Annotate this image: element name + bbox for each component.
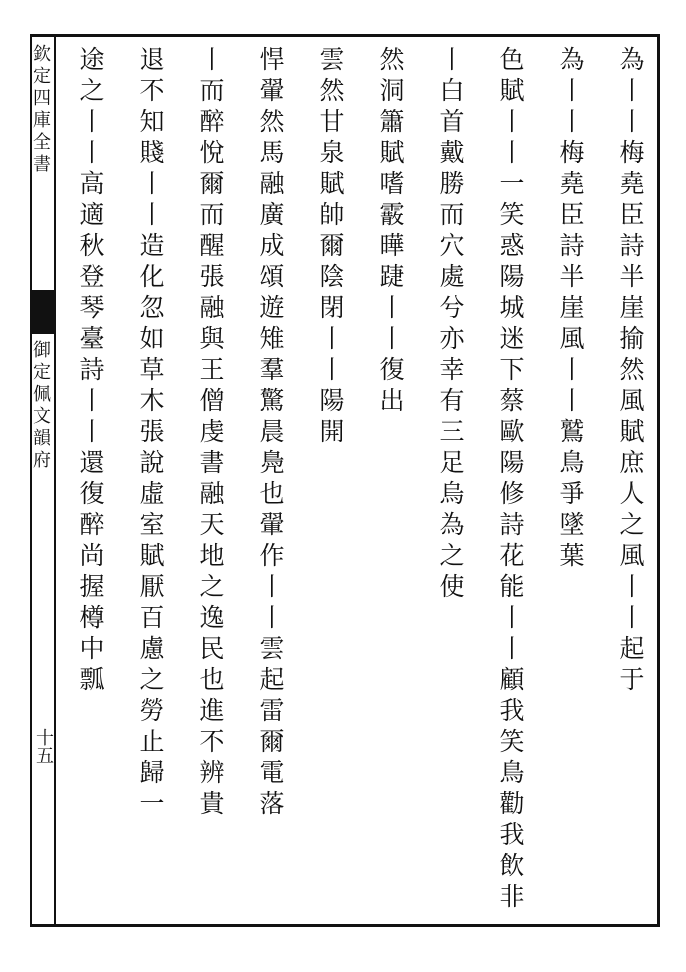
- text-char: 瓢: [79, 665, 105, 694]
- text-char: 驚: [259, 386, 285, 415]
- text-char: 融: [199, 479, 225, 508]
- frame-right-line: [657, 34, 660, 927]
- text-char: 高: [79, 169, 105, 198]
- text-char: 陽: [499, 448, 525, 477]
- text-char: 鳥: [499, 758, 525, 787]
- text-column: [552, 44, 592, 571]
- text-char: 然: [619, 355, 645, 384]
- text-char: 慮: [139, 634, 165, 663]
- text-char: 出: [379, 386, 405, 415]
- text-char: 貴: [199, 789, 225, 818]
- text-char: 鷲: [559, 417, 585, 446]
- text-char: 詩: [79, 355, 105, 384]
- text-char: 起: [619, 634, 645, 663]
- text-char: 丨: [199, 45, 225, 74]
- text-char: 室: [139, 510, 165, 539]
- text-char: 丨: [499, 138, 525, 167]
- fishtail-mark: [32, 290, 54, 334]
- margin-book-title: [30, 340, 54, 472]
- text-char: 臣: [619, 200, 645, 229]
- text-char: 進: [199, 696, 225, 725]
- text-char: 尚: [79, 541, 105, 570]
- text-char: 也: [259, 479, 285, 508]
- text-char: 如: [139, 324, 165, 353]
- text-char: 之: [139, 665, 165, 694]
- text-char: 民: [199, 634, 225, 663]
- text-char: 詩: [499, 510, 525, 539]
- text-char: 帥: [319, 200, 345, 229]
- page-number: 十五: [33, 728, 54, 764]
- text-char: 復: [79, 479, 105, 508]
- text-char: 造: [139, 231, 165, 260]
- text-char: 作: [259, 541, 285, 570]
- text-char: 一: [139, 789, 165, 818]
- text-char: 穴: [439, 231, 465, 260]
- text-char: 忽: [139, 293, 165, 322]
- text-char: 曄: [379, 231, 405, 260]
- text-char: 閉: [319, 293, 345, 322]
- text-char: 鳥: [559, 448, 585, 477]
- text-char: 退: [139, 45, 165, 74]
- text-char: 丨: [79, 386, 105, 415]
- margin-char: 府: [33, 450, 51, 471]
- text-char: 爾: [199, 169, 225, 198]
- text-char: 融: [199, 293, 225, 322]
- text-char: 復: [379, 355, 405, 384]
- text-char: 張: [199, 262, 225, 291]
- text-char: 丨: [499, 603, 525, 632]
- margin-char: 佩: [33, 384, 51, 405]
- text-char: 不: [199, 727, 225, 756]
- text-char: 知: [139, 107, 165, 136]
- text-char: 馬: [259, 138, 285, 167]
- text-char: 勝: [439, 169, 465, 198]
- text-char: 惑: [499, 231, 525, 260]
- text-char: 丨: [439, 45, 465, 74]
- text-char: 丨: [499, 107, 525, 136]
- text-column: [252, 44, 292, 819]
- text-char: 丨: [79, 138, 105, 167]
- text-column: [192, 44, 232, 819]
- text-char: 飲: [499, 851, 525, 880]
- text-char: 雲: [259, 634, 285, 663]
- text-char: 泉: [319, 138, 345, 167]
- text-char: 修: [499, 479, 525, 508]
- text-char: 勞: [139, 696, 165, 725]
- text-char: 三: [439, 417, 465, 446]
- text-char: 書: [199, 448, 225, 477]
- text-char: 賤: [139, 138, 165, 167]
- text-char: 與: [199, 324, 225, 353]
- text-char: 丨: [619, 107, 645, 136]
- text-char: 陽: [499, 262, 525, 291]
- text-char: 烏: [439, 479, 465, 508]
- text-char: 丨: [559, 386, 585, 415]
- text-char: 地: [199, 541, 225, 570]
- text-char: 適: [79, 200, 105, 229]
- text-char: 墜: [559, 510, 585, 539]
- text-char: 丨: [139, 200, 165, 229]
- text-char: 白: [439, 76, 465, 105]
- text-char: 為: [439, 510, 465, 539]
- text-column: [372, 44, 412, 416]
- text-char: 歸: [139, 758, 165, 787]
- text-column: [612, 44, 652, 695]
- text-char: 陽: [319, 386, 345, 415]
- margin-char: 四: [33, 88, 51, 109]
- frame-bottom-line: [30, 924, 660, 927]
- text-char: 臣: [559, 200, 585, 229]
- text-char: 處: [439, 262, 465, 291]
- text-char: 落: [259, 789, 285, 818]
- margin-top-label: [30, 44, 54, 176]
- text-char: 使: [439, 572, 465, 601]
- text-char: 于: [619, 665, 645, 694]
- text-char: 城: [499, 293, 525, 322]
- margin-char: 定: [33, 362, 51, 383]
- text-char: 亦: [439, 324, 465, 353]
- text-char: 我: [499, 820, 525, 849]
- text-char: 晨: [259, 417, 285, 446]
- text-char: 賦: [499, 76, 525, 105]
- margin-char: 欽: [33, 44, 51, 65]
- text-char: 丨: [319, 324, 345, 353]
- text-char: 嗜: [379, 169, 405, 198]
- text-char: 丨: [379, 324, 405, 353]
- text-char: 首: [439, 107, 465, 136]
- text-char: 笑: [499, 727, 525, 756]
- text-char: 雉: [259, 324, 285, 353]
- margin-char: 全: [33, 132, 51, 153]
- text-char: 遊: [259, 293, 285, 322]
- text-char: 風: [559, 324, 585, 353]
- text-char: 登: [79, 262, 105, 291]
- text-char: 堯: [559, 169, 585, 198]
- text-char: 戴: [439, 138, 465, 167]
- text-char: 頌: [259, 262, 285, 291]
- text-char: 途: [79, 45, 105, 74]
- text-char: 然: [319, 76, 345, 105]
- text-char: 也: [199, 665, 225, 694]
- text-char: 而: [199, 200, 225, 229]
- text-char: 丨: [619, 572, 645, 601]
- text-char: 人: [619, 479, 645, 508]
- text-char: 辨: [199, 758, 225, 787]
- margin-char: 御: [33, 340, 51, 361]
- text-char: 爾: [259, 727, 285, 756]
- text-char: 起: [259, 665, 285, 694]
- text-char: 蔡: [499, 386, 525, 415]
- text-char: 丨: [79, 417, 105, 446]
- text-char: 翬: [259, 510, 285, 539]
- text-column: [432, 44, 472, 602]
- text-char: 葉: [559, 541, 585, 570]
- text-char: 笑: [499, 200, 525, 229]
- text-char: 而: [199, 76, 225, 105]
- text-char: 賦: [619, 417, 645, 446]
- text-char: 半: [559, 262, 585, 291]
- text-char: 百: [139, 603, 165, 632]
- text-char: 賦: [379, 138, 405, 167]
- text-char: 崖: [619, 293, 645, 322]
- text-char: 虛: [139, 479, 165, 508]
- text-char: 丨: [319, 355, 345, 384]
- frame-top-line: [30, 34, 660, 37]
- text-char: 詩: [619, 231, 645, 260]
- text-char: 成: [259, 231, 285, 260]
- text-char: 張: [139, 417, 165, 446]
- text-char: 風: [619, 541, 645, 570]
- text-char: 風: [619, 386, 645, 415]
- text-char: 非: [499, 882, 525, 911]
- text-char: 逸: [199, 603, 225, 632]
- text-char: 然: [379, 45, 405, 74]
- margin-char: 文: [33, 406, 51, 427]
- text-char: 丨: [559, 76, 585, 105]
- text-char: 色: [499, 45, 525, 74]
- text-char: 王: [199, 355, 225, 384]
- text-char: 虔: [199, 417, 225, 446]
- text-char: 洞: [379, 76, 405, 105]
- text-char: 有: [439, 386, 465, 415]
- text-char: 翬: [259, 76, 285, 105]
- text-char: 庶: [619, 448, 645, 477]
- text-char: 勸: [499, 789, 525, 818]
- text-char: 簫: [379, 107, 405, 136]
- text-char: 兮: [439, 293, 465, 322]
- text-char: 丨: [559, 355, 585, 384]
- text-char: 丨: [259, 572, 285, 601]
- text-char: 而: [439, 200, 465, 229]
- text-char: 甘: [319, 107, 345, 136]
- text-char: 僧: [199, 386, 225, 415]
- text-char: 秋: [79, 231, 105, 260]
- text-char: 醉: [79, 510, 105, 539]
- text-char: 之: [199, 572, 225, 601]
- text-char: 鳧: [259, 448, 285, 477]
- text-char: 止: [139, 727, 165, 756]
- text-char: 之: [79, 76, 105, 105]
- text-char: 木: [139, 386, 165, 415]
- text-char: 丨: [259, 603, 285, 632]
- text-char: 爾: [319, 231, 345, 260]
- text-char: 悅: [199, 138, 225, 167]
- text-char: 丨: [139, 169, 165, 198]
- text-char: 丨: [619, 76, 645, 105]
- text-char: 雲: [319, 45, 345, 74]
- text-char: 歐: [499, 417, 525, 446]
- text-char: 握: [79, 572, 105, 601]
- text-char: 一: [499, 169, 525, 198]
- text-char: 琴: [79, 293, 105, 322]
- text-char: 爭: [559, 479, 585, 508]
- text-char: 為: [559, 45, 585, 74]
- text-char: 梅: [559, 138, 585, 167]
- text-column: [312, 44, 352, 447]
- text-char: 還: [79, 448, 105, 477]
- text-char: 厭: [139, 572, 165, 601]
- text-char: 雷: [259, 696, 285, 725]
- text-char: 丨: [379, 293, 405, 322]
- text-column: [72, 44, 112, 695]
- text-char: 花: [499, 541, 525, 570]
- text-char: 迷: [499, 324, 525, 353]
- text-char: 臺: [79, 324, 105, 353]
- text-char: 醒: [199, 231, 225, 260]
- text-char: 能: [499, 572, 525, 601]
- text-char: 霰: [379, 200, 405, 229]
- text-char: 羣: [259, 355, 285, 384]
- text-char: 下: [499, 355, 525, 384]
- text-char: 然: [259, 107, 285, 136]
- text-char: 不: [139, 76, 165, 105]
- text-char: 丨: [619, 603, 645, 632]
- text-char: 揄: [619, 324, 645, 353]
- margin-char: 庫: [33, 110, 51, 131]
- text-char: 電: [259, 758, 285, 787]
- text-char: 丨: [559, 107, 585, 136]
- text-char: 我: [499, 696, 525, 725]
- text-char: 陰: [319, 262, 345, 291]
- text-char: 賦: [139, 541, 165, 570]
- text-char: 醉: [199, 107, 225, 136]
- text-char: 顧: [499, 665, 525, 694]
- text-char: 丨: [79, 107, 105, 136]
- text-char: 半: [619, 262, 645, 291]
- text-char: 樽: [79, 603, 105, 632]
- text-char: 說: [139, 448, 165, 477]
- text-column: [492, 44, 532, 912]
- text-char: 丨: [499, 634, 525, 663]
- text-char: 融: [259, 169, 285, 198]
- text-char: 廣: [259, 200, 285, 229]
- margin-char: 書: [33, 154, 51, 175]
- text-char: 為: [619, 45, 645, 74]
- text-char: 草: [139, 355, 165, 384]
- text-char: 梅: [619, 138, 645, 167]
- text-char: 崖: [559, 293, 585, 322]
- margin-char: 定: [33, 66, 51, 87]
- text-char: 之: [439, 541, 465, 570]
- margin-divider: [54, 34, 56, 927]
- text-char: 悍: [259, 45, 285, 74]
- text-char: 幸: [439, 355, 465, 384]
- text-char: 中: [79, 634, 105, 663]
- text-char: 賦: [319, 169, 345, 198]
- text-char: 詩: [559, 231, 585, 260]
- text-char: 之: [619, 510, 645, 539]
- margin-char: 韻: [33, 428, 51, 449]
- text-column: [132, 44, 172, 819]
- text-char: 踕: [379, 262, 405, 291]
- text-char: 堯: [619, 169, 645, 198]
- text-char: 天: [199, 510, 225, 539]
- text-char: 化: [139, 262, 165, 291]
- text-char: 足: [439, 448, 465, 477]
- text-char: 開: [319, 417, 345, 446]
